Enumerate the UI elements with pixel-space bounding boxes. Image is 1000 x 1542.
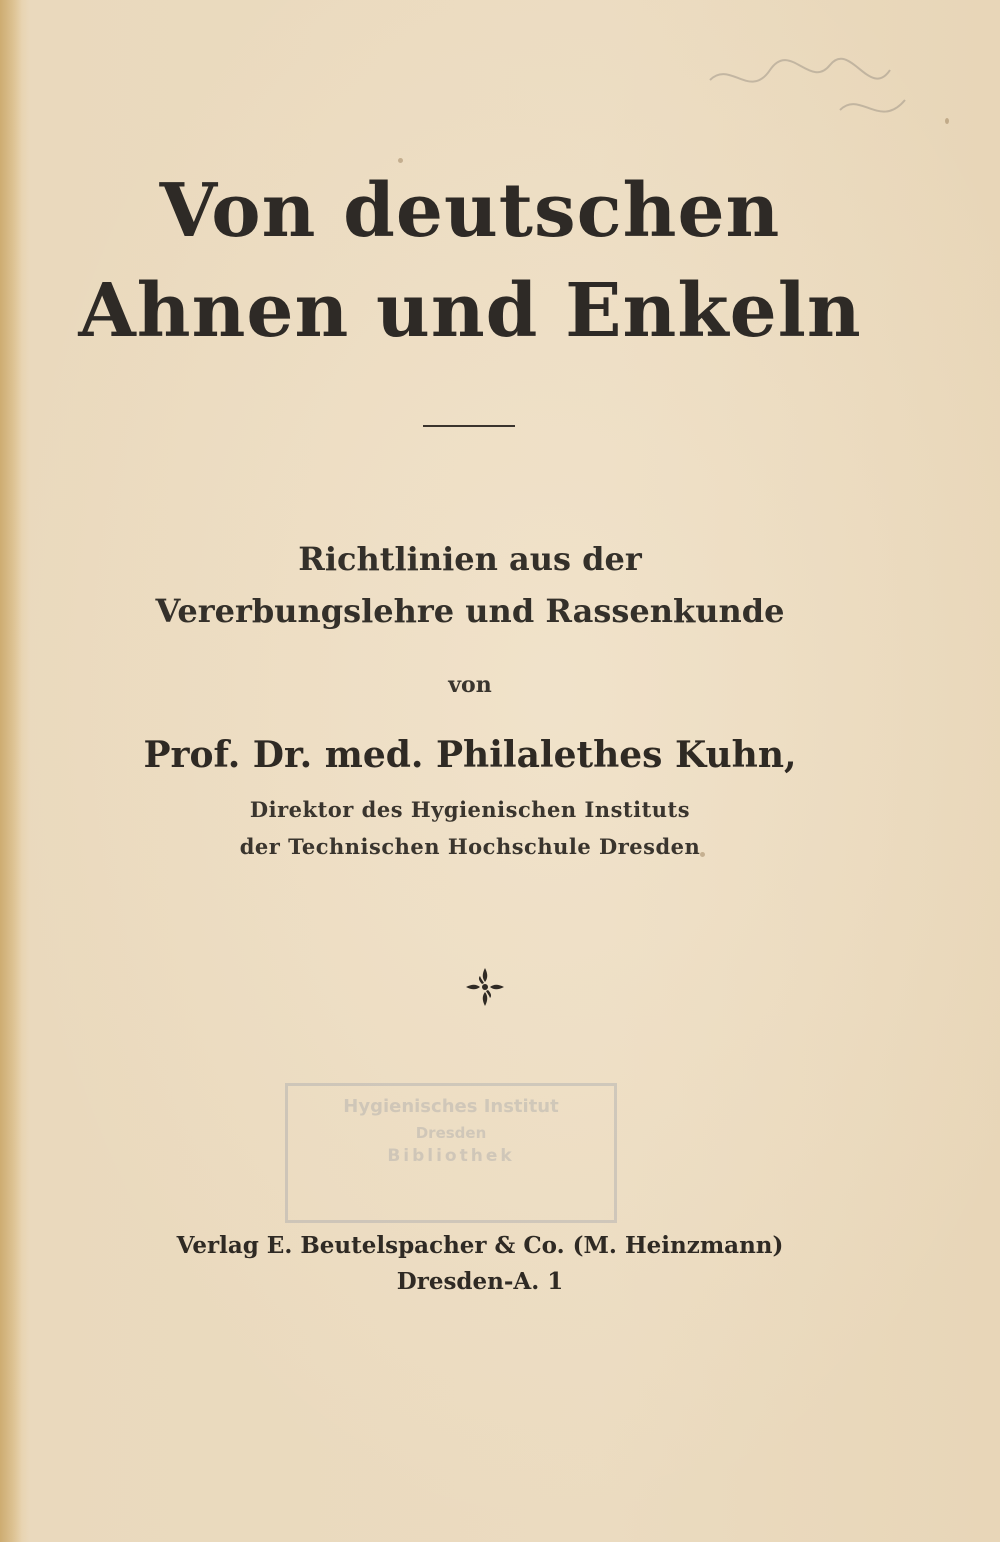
- stamp-line-2: Dresden: [415, 1124, 487, 1142]
- library-stamp: [285, 1083, 617, 1223]
- publisher-line-2: Dresden-A. 1: [396, 1268, 564, 1295]
- stamp-line-3: Bibliothek: [387, 1146, 515, 1166]
- stamp-line-1: Hygienisches Institut: [343, 1096, 559, 1117]
- affiliation-line-1: Direktor des Hygienischen Instituts: [249, 797, 691, 822]
- paper-spot: [945, 118, 949, 124]
- title-line-2: Ahnen und Enkeln: [78, 268, 862, 354]
- paper-spot: [398, 158, 403, 163]
- title-divider: [423, 425, 515, 427]
- by-label: von: [448, 672, 492, 698]
- publisher-line-1: Verlag E. Beutelspacher & Co. (M. Heinzmann): [176, 1232, 784, 1259]
- fleuron-icon: [462, 964, 508, 1010]
- affiliation-line-2: der Technischen Hochschule Dresden: [239, 834, 701, 859]
- title-line-1: Von deutschen: [159, 168, 781, 254]
- author-name: Prof. Dr. med. Philalethes Kuhn,: [143, 734, 797, 776]
- subtitle-line-2: Vererbungslehre und Rassenkunde: [155, 592, 785, 630]
- subtitle-line-1: Richtlinien aus der: [298, 540, 642, 578]
- pencil-annotation: [690, 40, 930, 150]
